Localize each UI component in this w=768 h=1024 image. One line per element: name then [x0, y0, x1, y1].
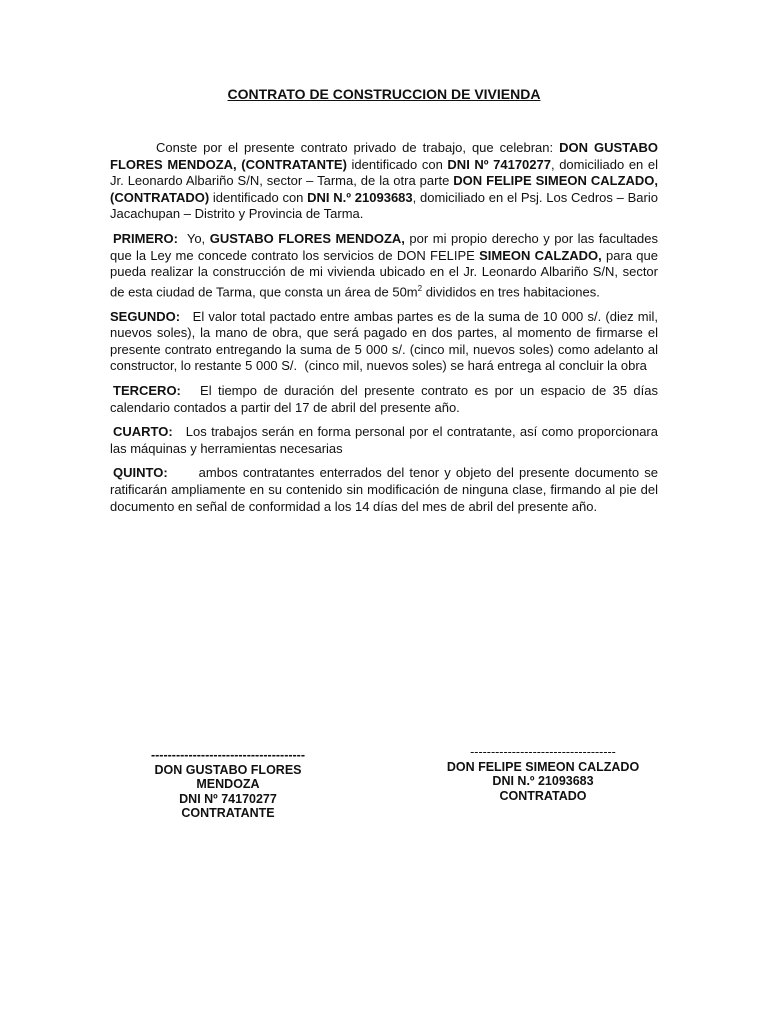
clause-text: ambos contratantes enterrados del tenor y objeto del presente documento se ratificarán ampliamente en su contenido sin modificación de ninguna clase, firmando al pie del documento en señal de conformidad a los 14 días del mes de abril del presente año.	[110, 465, 662, 514]
clause-label: SEGUNDO:	[110, 308, 181, 324]
intro-text-5: , domiciliado en el Psj. Los Cedros – Bario Jacachupan – Distrito y Provincia de Tarma.	[110, 189, 658, 222]
clause-text: Los trabajos serán en forma personal por el contratante, así como proporcionara las máquinas y herramientas necesarias	[110, 424, 662, 456]
signatory-dni: DNI Nº 74170277	[179, 791, 277, 806]
signature-line: -------------------------------------	[150, 748, 306, 762]
document-body	[110, 140, 662, 523]
intro-text-2: identificado con	[346, 156, 448, 172]
clause-bold-1: GUSTABO FLORES MENDOZA,	[209, 230, 405, 246]
clause-segundo	[110, 308, 662, 375]
clause-label: CUARTO:	[113, 424, 173, 440]
clause-label: PRIMERO:	[113, 230, 178, 246]
clause-tercero	[110, 383, 662, 416]
clause-text-1: Yo,	[178, 230, 210, 246]
clause-text: El tiempo de duración del presente contrato es por un espacio de 35 días calendario contados a partir del 17 de abril del presente año.	[110, 383, 662, 415]
clause-quinto	[110, 465, 662, 515]
superscript-2: 2	[417, 283, 423, 293]
contratante-name: DON GUSTABO FLORES MENDOZA, (CONTRATANTE)	[110, 140, 658, 172]
clause-text: El valor total pactado entre ambas partes es de la suma de 10 000 s/. (diez mil, nuevos soles), la mano de obra, que será pagado en dos partes, al momento de firmarse el presente contrato entregando la suma de 5 000 s/. (cinco mil, nuevos soles) como adelanto al constructor, lo restante 5 000 S/. (cinco mil, nuevos soles) se hará entrega al concluir la obra	[110, 308, 662, 374]
contratante-dni: DNI Nº 74170277	[447, 156, 551, 172]
signatory-role: CONTRATANTE	[181, 806, 275, 820]
clause-label: TERCERO:	[113, 383, 181, 399]
clause-label: QUINTO:	[113, 465, 168, 481]
signatory-name: DON FELIPE SIMEON CALZADO	[446, 759, 640, 774]
contratado-dni: DNI N.º 21093683	[307, 189, 413, 205]
clause-cuarto	[110, 424, 662, 457]
clause-text-4: divididos en tres habitaciones.	[422, 284, 600, 300]
clause-text-2: por mi propio derecho y por las facultades que la Ley me concede contrato los servicios de DON FELIPE	[110, 230, 659, 263]
document-title: CONTRATO DE CONSTRUCCION DE VIVIENDA	[227, 86, 541, 102]
clause-primero	[110, 231, 658, 301]
signatory-name-line-1: DON GUSTABO FLORES	[154, 762, 302, 777]
signature-block-contratante	[140, 748, 316, 821]
contratado-name: DON FELIPE SIMEON CALZADO, (CONTRATADO)	[110, 173, 659, 205]
signatory-role: CONTRATADO	[499, 788, 587, 803]
intro-text-1: Conste por el presente contrato privado de trabajo, que celebran:	[156, 140, 560, 155]
signatory-name-line-2: MENDOZA	[196, 777, 260, 791]
clause-text-3: para que pueda realizar la construcción de mi vivienda ubicado en el Jr. Leonardo Albariño S/N, sector de esta ciudad de Tarma, que consta un área de 50m	[110, 247, 658, 300]
intro-text-4: identificado con	[209, 189, 308, 205]
signatory-dni: DNI N.º 21093683	[492, 774, 594, 788]
signature-block-contratado	[438, 745, 648, 803]
clause-bold-2: SIMEON CALZADO,	[479, 247, 602, 263]
intro-text-3: , domiciliado en el Jr. Leonardo Albariño S/N, sector – Tarma, de la otra parte	[110, 156, 658, 189]
signature-line: -----------------------------------	[470, 745, 616, 759]
intro-paragraph	[110, 140, 658, 223]
